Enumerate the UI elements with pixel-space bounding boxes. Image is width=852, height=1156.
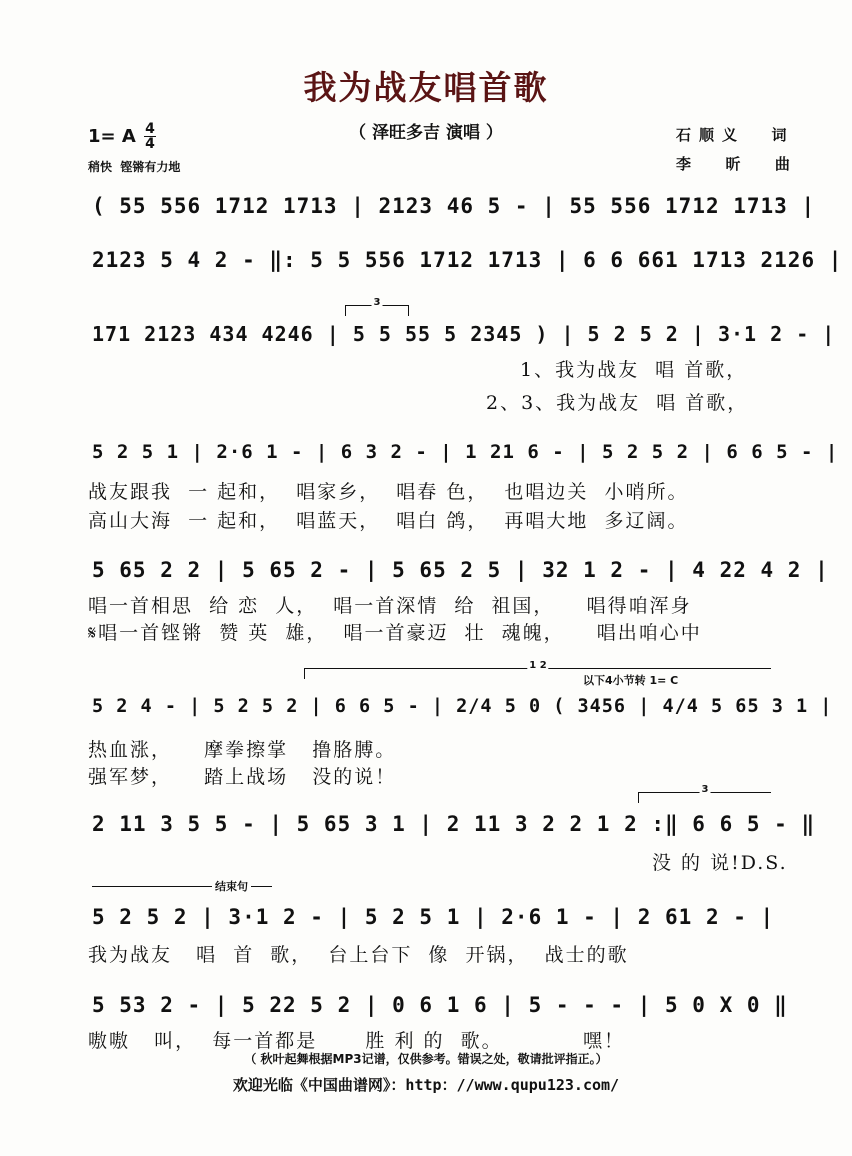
lyricist-credit: 石顺义 词 [676,126,795,144]
triplet-number: 3 [373,297,381,308]
triplet-bracket [345,297,409,316]
time-signature [144,122,156,151]
music-line-1: ( 55 556 1712 1713 | 2123 46 5 - | 55 556 1712 1713 | [92,194,816,218]
lyric-line-9: 嗷嗷 叫， 每一首都是 胜 利 的 歌。 嘿！ [88,1030,625,1052]
composer-credit: 李 昕 曲 [676,155,798,173]
lyric-line-6b: 强军梦， 踏上战场 没的说！ [88,766,397,788]
lyric-line-8: 我为战友 唱 首 歌， 台上台下 像 开锅， 战士的歌 [88,944,629,966]
music-line-5: 5 65 2 2 | 5 65 2 - | 5 65 2 5 | 32 1 2 - | 4 22 4 2 | [92,558,829,582]
music-line-8: 5 2 5 2 | 3·1 2 - | 5 2 5 1 | 2·6 1 - | 2 61 2 - | [92,905,775,929]
lyric-line-3a: 1、我为战友 唱 首歌， [520,359,748,381]
lyric-line-4a: 战友跟我 一 起和， 唱家乡， 唱春 色， 也唱边关 小哨所。 [88,481,689,503]
ending-label: 结束句 [212,878,251,894]
modulation-note: 以下4小节转 1= C [580,672,681,688]
page-title: 我为战友唱首歌 [303,68,549,107]
lyric-line-5a: 唱一首相思 给 恋 人， 唱一首深情 给 祖国， 唱得咱浑身 [88,595,692,617]
time-denominator: 4 [145,136,155,152]
music-line-4: 5 2 5 1 | 2·6 1 - | 6 3 2 - | 1 21 6 - | 5 2 5 2 | 6 6 5 - | [92,441,839,463]
volta-bracket [304,660,771,679]
time-numerator: 4 [145,121,155,137]
site-link[interactable]: 欢迎光临《中国曲谱网》：http：//www.qupu123.com/ [232,1076,620,1094]
volta-label-3: 3 [701,784,709,795]
music-line-6: 5 2 4 - | 5 2 5 2 | 6 6 5 - | 2/4 5 0 ( 3456 | 4/4 5 65 3 1 | [92,696,833,717]
lyric-line-4b: 高山大海 一 起和， 唱蓝天， 唱白 鸽， 再唱大地 多辽阔。 [88,510,689,532]
lyric-line-3b: 2、3、我为战友 唱 首歌， [486,392,749,414]
key-signature: 1= A [88,126,136,147]
music-line-2: 2123 5 4 2 - ‖: 5 5 556 1712 1713 | 6 6 661 1713 2126 | [92,248,843,272]
volta-label: 1 2 [529,660,547,671]
music-line-3: 171 2123 434 4246 | 5 5 55 5 2345 ) | 5 2 5 2 | 3·1 2 - | [92,322,836,346]
tempo-marking: 稍快 铿锵有力地 [88,160,181,174]
singer-credit: （ 泽旺多吉 演唱 ） [349,123,503,143]
music-line-7: 2 11 3 5 5 - | 5 65 3 1 | 2 11 3 2 2 1 2 :‖ 6 6 5 - ‖ [92,812,816,836]
lyric-line-7: 没 的 说!D.S. [652,852,788,874]
transcription-note: （ 秋叶起舞根据MP3记谱，仅供参考。错误之处，敬请批评指正。） [244,1052,608,1066]
lyric-line-5b: 𝄋唱一首铿锵 赞 英 雄， 唱一首豪迈 壮 魂魄， 唱出咱心中 [88,622,702,644]
music-line-9: 5 53 2 - | 5 22 5 2 | 0 6 1 6 | 5 - - - | 5 0 X 0 ‖ [92,993,788,1017]
volta-bracket-3 [638,784,771,803]
lyric-line-6a: 热血涨， 摩拳擦掌 撸胳膊。 [88,739,397,761]
